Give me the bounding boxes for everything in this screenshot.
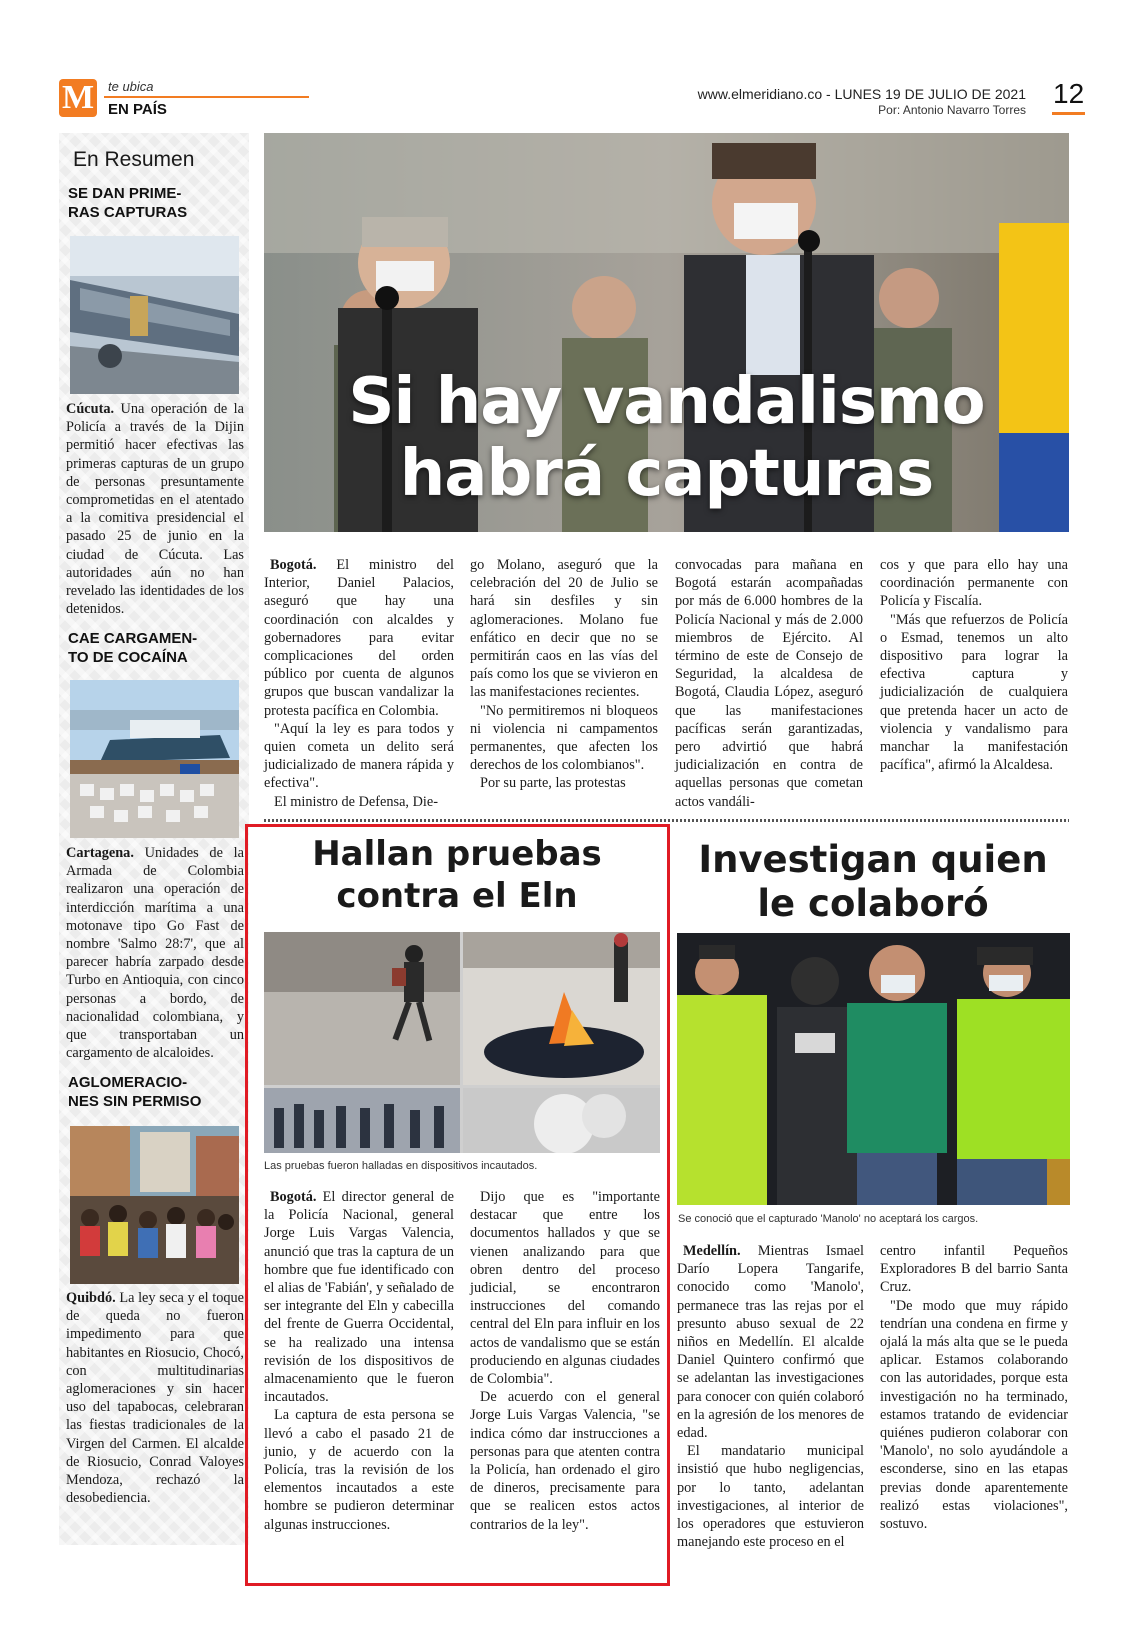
eln-story-column-2: [470, 1188, 660, 1534]
main-headline: [264, 366, 1069, 510]
item-body: La ley seca y el toque de queda no fueron impedimento para que habitantes en Riosucio, Chocó, con multitudinarias aglomeraciones y sin hacer uso del tapabocas, celebraran las fiestas tradicionales de la Virgen del Carmen. El alcalde de Riosucio, Conrad Valoyes Mendoza, rechazó la desobediencia.: [66, 1290, 245, 1507]
protest-collage-photo: [264, 932, 660, 1153]
heading-line: RAS CAPTURAS: [68, 204, 188, 221]
heading-line: SE DAN PRIME-: [68, 185, 182, 202]
paragraph: "Más que refuerzos de Policía o Esmad, tenemos un alto dispositivo para lograr la efectiva captura y judicialización de cualquiera que pretenda hacer un acto de violencia y vandalismo para manchar la manifestación pacífica", afirmó la Alcaldesa.: [880, 611, 1068, 774]
paragraph: Mientras Ismael Darío Lopera Tangarife, conocido como 'Manolo', permanece tras las rejas por el presunto abuso sexual de 22 niños en Medellín. El alcalde Daniel Quintero confirmó que se adelantan las investigaciones para conocer con quién colaboró en la agresión de los menores de edad.: [677, 1243, 864, 1442]
section-name: EN PAÍS: [108, 101, 167, 118]
newspaper-logo: M: [59, 79, 97, 117]
manolo-photo-caption: Se conoció que el capturado 'Manolo' no aceptará los cargos.: [678, 1213, 979, 1225]
heading-line: CAE CARGAMEN-: [68, 630, 198, 647]
page-number-rule: [1052, 112, 1085, 115]
paragraph: De acuerdo con el general Jorge Luis Vargas Valencia, "se indica cómo dar instrucciones a personas para que atenten contra la Policía, han ordenado el giro de dineros, precisamente para que se realicen estos actos contrarios de la ley".: [470, 1389, 660, 1533]
headline-line: Hallan pruebas: [312, 834, 602, 874]
paragraph: El mandatario municipal insistió que hubo negligencias, por lo tanto, adelantan investigaciones, al interior de los operadores que estuvieron manejando este proceso en el: [677, 1443, 864, 1551]
paragraph: centro infantil Pequeños Exploradores B del barrio Santa Cruz.: [880, 1243, 1068, 1296]
heading-line: NES SIN PERMISO: [68, 1093, 202, 1110]
paragraph: La captura de esta persona se llevó a cabo el pasado 21 de junio, y de acuerdo con la Policía, tras la revisión de los elementos incautados a este hombre se pudieron determinar algunas instrucciones.: [264, 1407, 454, 1533]
dateline: Cartagena.: [66, 845, 134, 861]
headline-line: Investigan quien: [698, 838, 1048, 881]
dateline: Cúcuta.: [66, 401, 115, 417]
seized-vehicle-photo: [70, 236, 239, 394]
paragraph: Por su parte, las protestas: [480, 775, 626, 792]
paragraph: Dijo que es "importante destacar que entre los documentos hallados y que se vienen analizando para que obren dentro del proceso judicial, se encontraron instrucciones del comando central del Eln para influir en los actos de vandalismo que se están produciendo en algunas ciudades de Colombia".: [470, 1189, 660, 1388]
paragraph: El director general de la Policía Nacional, general Jorge Luis Vargas Valencia, anunció que tras la captura de un hombre que fue identificado con el alias de 'Fabián', y señalado de ser integrante del Eln y cabecilla del frente de Guerra Occidental, se ha realizado una intensa revisión de los dispositivos de almacenamiento que le fueron incautados.: [264, 1189, 454, 1406]
dateline: Quibdó.: [66, 1290, 116, 1306]
header-rule: [104, 96, 309, 98]
dateline: Bogotá.: [270, 1189, 317, 1205]
manolo-headline: [676, 838, 1070, 926]
sidebar-item-text: [66, 1289, 244, 1507]
manolo-story-column-2: [880, 1242, 1068, 1533]
paragraph: "De modo que muy rápido tendrían una condena en firme y ojalá la más alta que se le pueda aplicar. Estamos colaborando con las autoridades, porque esta investigación no ha terminado, estamos tratando de evidenciar quiénes pudieron colaborar con 'Manolo', no solo ayudándole a esconderse, sino en las etapas previas donde aparentemente realizó estas violaciones", sostuvo.: [880, 1297, 1068, 1533]
sidebar-item-text: [66, 400, 244, 618]
main-story-column-4: [880, 556, 1068, 774]
eln-headline: [250, 833, 664, 917]
site-and-date: www.elmeridiano.co - LUNES 19 DE JULIO DE 2021: [697, 86, 1026, 102]
heading-line: AGLOMERACIO-: [68, 1074, 188, 1091]
page-number: 12: [1053, 78, 1085, 109]
paragraph: convocadas para mañana en Bogotá estarán acompañadas por más de 6.000 hombres de la Policía Nacional y más de 2.000 miembros de Ejército. Al término de este de Consejo de Seguridad, la alcaldesa de Bogotá, Claudia López, aseguró que las manifestaciones pacíficas serán garantizadas, pero advirtió que habrá judicialización en contra de aquellas personas que cometan actos vandáli-: [675, 557, 863, 810]
sidebar-item-heading: [68, 184, 243, 222]
sidebar-title: En Resumen: [73, 148, 195, 171]
item-body: Una operación de la Policía a través de la Dijin permitió hacer efectivas las primeras capturas de un grupo de personas presuntamente comprometidas en el atentado a la comitiva presidencial el pasado 25 de junio en la ciudad de Cúcuta. Las autoridades aún no han revelado las identidades de los detenidos.: [66, 401, 244, 618]
heading-line: TO DE COCAÍNA: [68, 649, 188, 666]
dateline: Bogotá.: [270, 557, 317, 573]
main-story-column-1: [264, 556, 454, 811]
paragraph: El ministro del Interior, Daniel Palacios, aseguró que hay una coordinación con alcaldes y gobernadores para evitar complicaciones del orden público por cuenta de algunos grupos que buscan vandalizar la protesta pacífica en Colombia.: [264, 557, 454, 719]
dateline: Medellín.: [683, 1243, 741, 1259]
main-story-column-2: [470, 556, 658, 793]
manolo-story-column-1: [677, 1242, 864, 1551]
headline-line: contra el Eln: [336, 876, 578, 916]
paragraph: El ministro de Defensa, Die-: [274, 793, 438, 810]
section-divider: [264, 819, 1069, 822]
paragraph: go Molano, aseguró que la celebración del 20 de Julio se hará sin desfiles y sin aglomeraciones. Molano fue enfático en decir que no se permitirán caos en las vías del país como los que se vivieron en las manifestaciones recientes.: [470, 557, 658, 701]
eln-story-column-1: [264, 1188, 454, 1534]
police-escorting-detainee-photo: [677, 933, 1070, 1205]
sidebar-item-heading: [68, 629, 243, 667]
author-byline: Por: Antonio Navarro Torres: [878, 103, 1026, 117]
eln-photo-caption: Las pruebas fueron halladas en dispositivos incautados.: [264, 1160, 538, 1172]
item-body: Unidades de la Armada de Colombia realizaron una operación de interdicción marítima a una motonave tipo Go Fast de nombre 'Salmo 28:7', que al parecer habría zarpado desde Turbo en Antioquia, con cinco personas a bordo, de nacionalidad colombiana, y que transportaban un cargamento de alcaloides.: [66, 845, 244, 1062]
paragraph: "No permitiremos ni bloqueos ni violencia ni campamentos permanentes, que afecten los derechos de los colombianos".: [470, 702, 658, 774]
paragraph: cos y que para ello hay una coordinación permanente con Policía y Fiscalía.: [880, 557, 1068, 610]
sidebar-item-text: [66, 844, 244, 1062]
section-kicker: te ubica: [108, 79, 154, 94]
paragraph: "Aquí la ley es para todos y quien cometa un delito será judicializado de manera rápida y efectiva".: [264, 720, 454, 792]
street-crowd-photo: [70, 1126, 239, 1284]
sidebar-item-heading: [68, 1073, 243, 1111]
headline-line: le colaboró: [757, 882, 989, 925]
headline-line: habrá capturas: [399, 437, 934, 511]
headline-line: Si hay vandalismo: [348, 365, 985, 439]
navy-boat-cocaine-photo: [70, 680, 239, 838]
main-story-column-3: [675, 556, 863, 811]
